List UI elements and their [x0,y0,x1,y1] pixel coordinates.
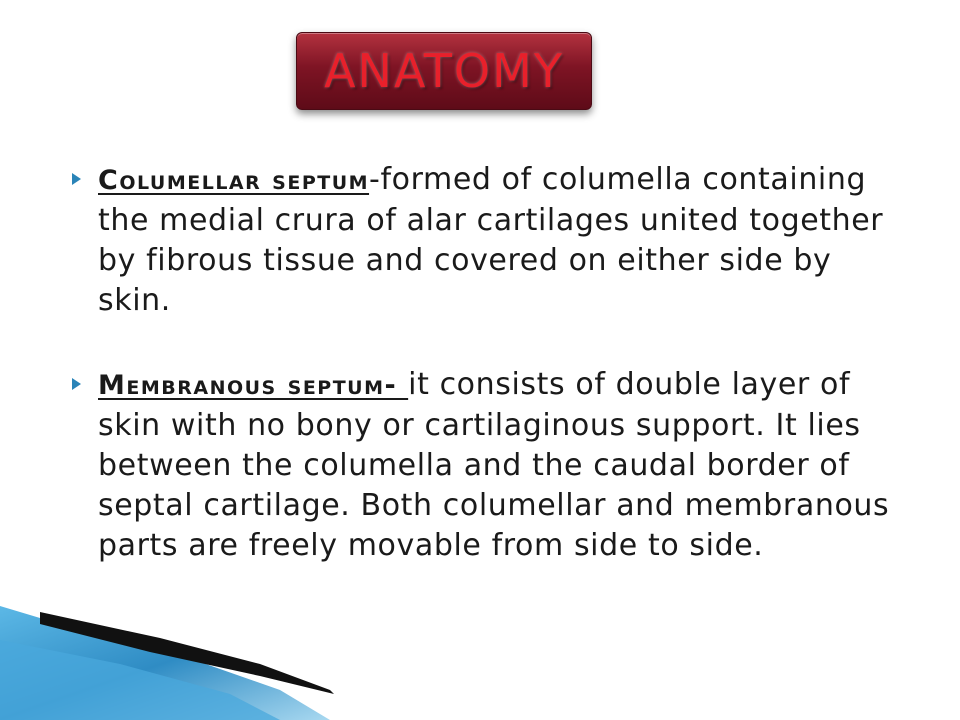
bullet-membranous-septum [72,365,912,566]
blue-wedge-inner-shape [0,640,280,720]
bullet-text: it consists of double layer of skin with no bony or cartilaginous support. It lies between the columella and the caudal border of septal cartilage. Both columellar and membranous parts are freely movable from side to side. [98,367,890,563]
bullet-term: Membranous septum- [98,370,409,401]
slide-title: ANATOMY [324,44,564,98]
bullet-arrow-icon [72,378,81,390]
bullet-list [72,160,912,566]
blue-wedge-shape [0,606,330,720]
dark-stripe-shape [40,612,334,694]
bullet-arrow-icon [72,173,81,185]
bullet-text: -formed of columella containing the medial crura of alar cartilages united together by fibrous tissue and covered on either side by skin. [98,162,884,318]
title-banner [296,32,592,110]
bullet-columellar-septum [72,160,912,321]
bullet-term: Columellar septum [98,165,370,196]
